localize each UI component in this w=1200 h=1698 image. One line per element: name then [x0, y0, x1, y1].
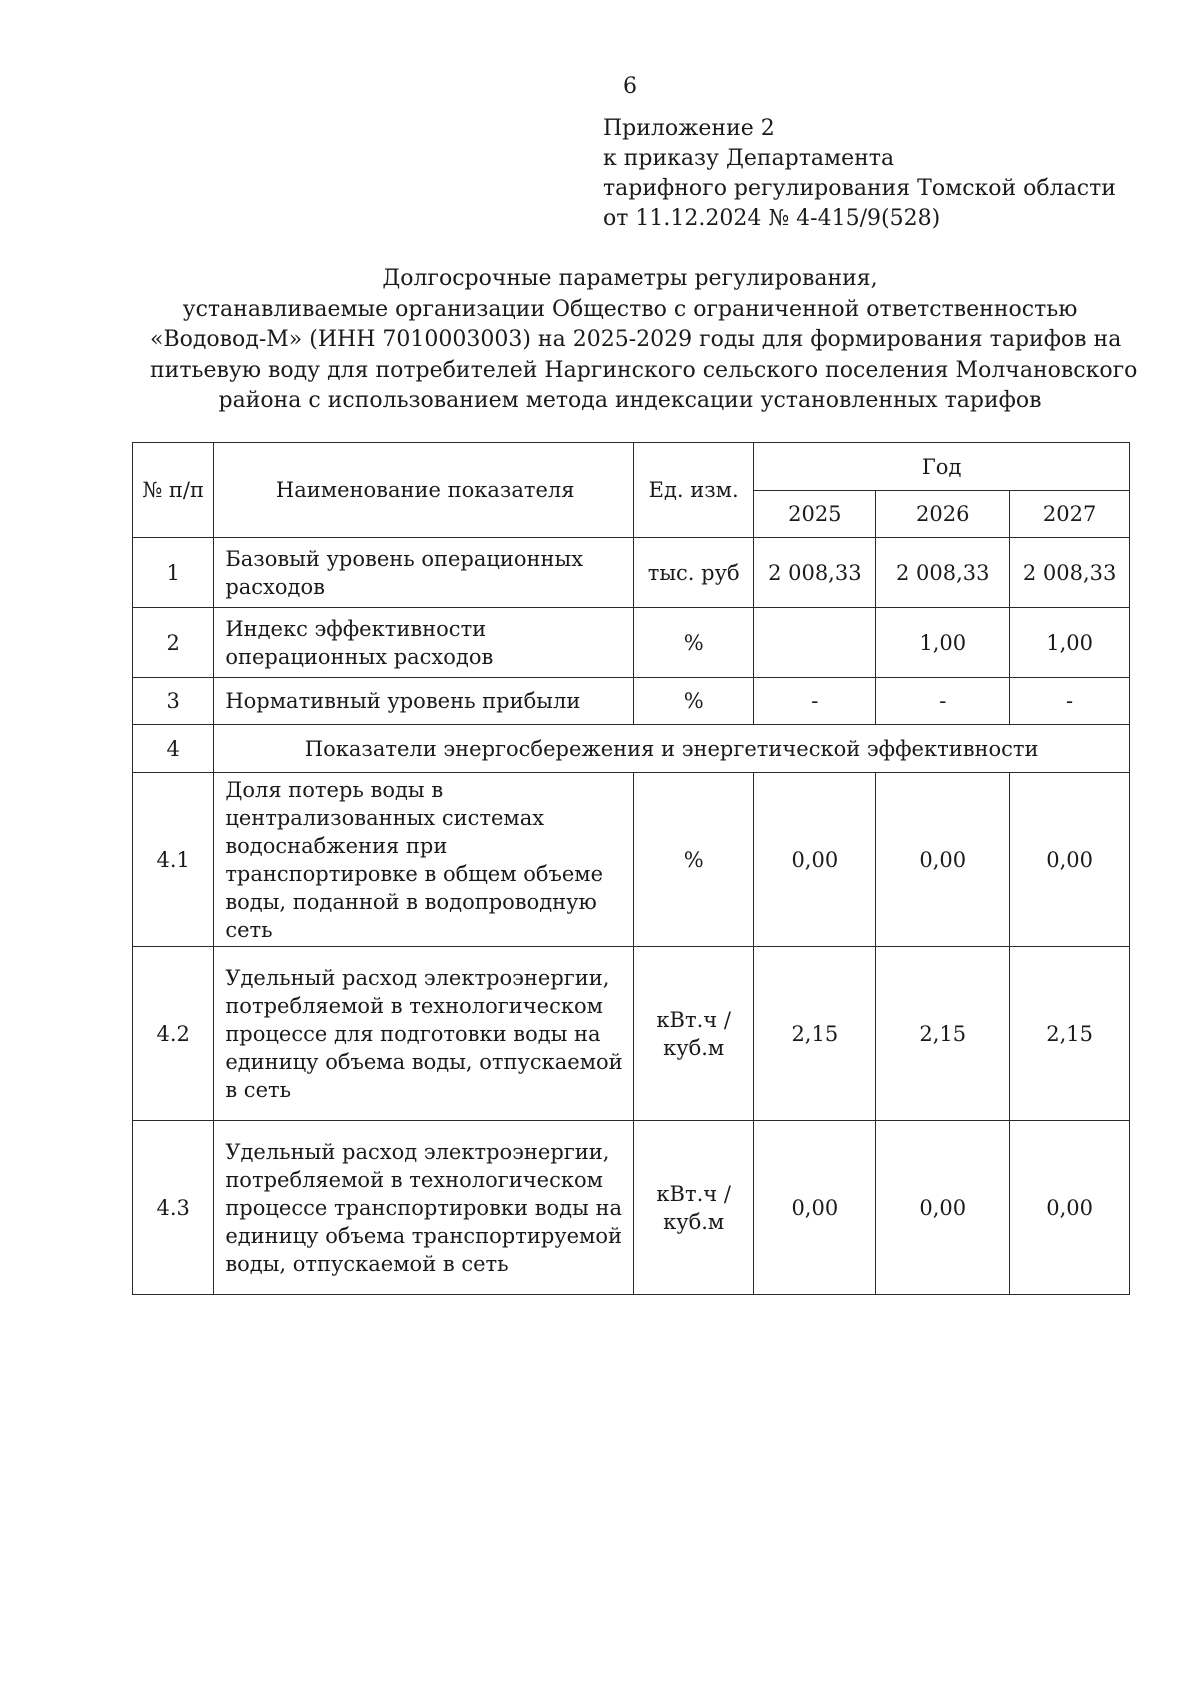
section-title: Показатели энергосбережения и энергетической эффективности [214, 725, 1130, 773]
title-line-5: района с использованием метода индексации установленных тарифов [218, 388, 1042, 413]
header-num: № п/п [133, 443, 214, 538]
row-name: Удельный расход электроэнергии, потребляемой в технологическом процессе для подготовки воды на единицу объема воды, отпускаемой в сеть [214, 947, 634, 1121]
appendix-line-2: к приказу Департамента [603, 146, 895, 171]
table-section-row [133, 725, 1130, 773]
row-value-2026: 2 008,33 [876, 538, 1010, 608]
page-number: 6 [623, 74, 637, 99]
row-name: Базовый уровень операционных расходов [214, 538, 634, 608]
document-title [150, 264, 1138, 417]
row-unit: тыс. руб [634, 538, 754, 608]
appendix-line-4: от 11.12.2024 № 4-415/9(528) [603, 206, 941, 231]
row-value-2025 [754, 608, 876, 678]
row-value-2026: 0,00 [876, 773, 1010, 947]
row-num: 2 [133, 608, 214, 678]
row-num: 4.3 [133, 1121, 214, 1295]
section-num: 4 [133, 725, 214, 773]
row-value-2026: 0,00 [876, 1121, 1010, 1295]
table-row [133, 773, 1130, 947]
row-num: 4.1 [133, 773, 214, 947]
row-unit: % [634, 773, 754, 947]
header-year-2026: 2026 [876, 491, 1010, 538]
header-unit: Ед. изм. [634, 443, 754, 538]
row-value-2025: 0,00 [754, 773, 876, 947]
row-value-2027: - [1010, 678, 1130, 725]
row-unit: кВт.ч / куб.м [634, 1121, 754, 1295]
table-row [133, 678, 1130, 725]
row-name: Нормативный уровень прибыли [214, 678, 634, 725]
row-value-2025: 2,15 [754, 947, 876, 1121]
appendix-line-1: Приложение 2 [603, 116, 775, 141]
header-year-2027: 2027 [1010, 491, 1130, 538]
row-num: 1 [133, 538, 214, 608]
row-name: Удельный расход электроэнергии, потребляемой в технологическом процессе транспортировки воды на единицу объема транспортируемой воды, отпускаемой в сеть [214, 1121, 634, 1295]
title-line-1: Долгосрочные параметры регулирования, [382, 266, 878, 291]
table-row [133, 608, 1130, 678]
header-year-group: Год [754, 443, 1130, 491]
row-name: Доля потерь воды в централизованных системах водоснабжения при транспортировке в общем объеме воды, поданной в водопроводную сеть [214, 773, 634, 947]
header-year-2025: 2025 [754, 491, 876, 538]
row-value-2027: 2,15 [1010, 947, 1130, 1121]
row-value-2027: 1,00 [1010, 608, 1130, 678]
title-line-2: устанавливаемые организации Общество с ограниченной ответственностью [182, 296, 1078, 322]
table-row [133, 1121, 1130, 1295]
title-line-3: «Водовод-М» (ИНН 7010003003) на 2025-2029 годы для формирования тарифов на [150, 327, 1122, 352]
table-header-row [133, 443, 1130, 491]
header-name: Наименование показателя [214, 443, 634, 538]
table-row [133, 947, 1130, 1121]
table-row [133, 538, 1130, 608]
row-value-2027: 0,00 [1010, 773, 1130, 947]
row-num: 3 [133, 678, 214, 725]
row-value-2025: - [754, 678, 876, 725]
row-value-2025: 2 008,33 [754, 538, 876, 608]
row-value-2026: - [876, 678, 1010, 725]
row-name: Индекс эффективности операционных расходов [214, 608, 634, 678]
row-value-2027: 0,00 [1010, 1121, 1130, 1295]
parameters-table [132, 442, 1130, 1295]
row-num: 4.2 [133, 947, 214, 1121]
appendix-line-3: тарифного регулирования Томской области [603, 176, 1116, 201]
appendix-block [603, 114, 1116, 234]
row-value-2025: 0,00 [754, 1121, 876, 1295]
row-unit: кВт.ч / куб.м [634, 947, 754, 1121]
row-unit: % [634, 678, 754, 725]
row-unit: % [634, 608, 754, 678]
row-value-2027: 2 008,33 [1010, 538, 1130, 608]
row-value-2026: 2,15 [876, 947, 1010, 1121]
title-line-4: питьевую воду для потребителей Наргинского сельского поселения Молчановского [150, 357, 1138, 383]
row-value-2026: 1,00 [876, 608, 1010, 678]
